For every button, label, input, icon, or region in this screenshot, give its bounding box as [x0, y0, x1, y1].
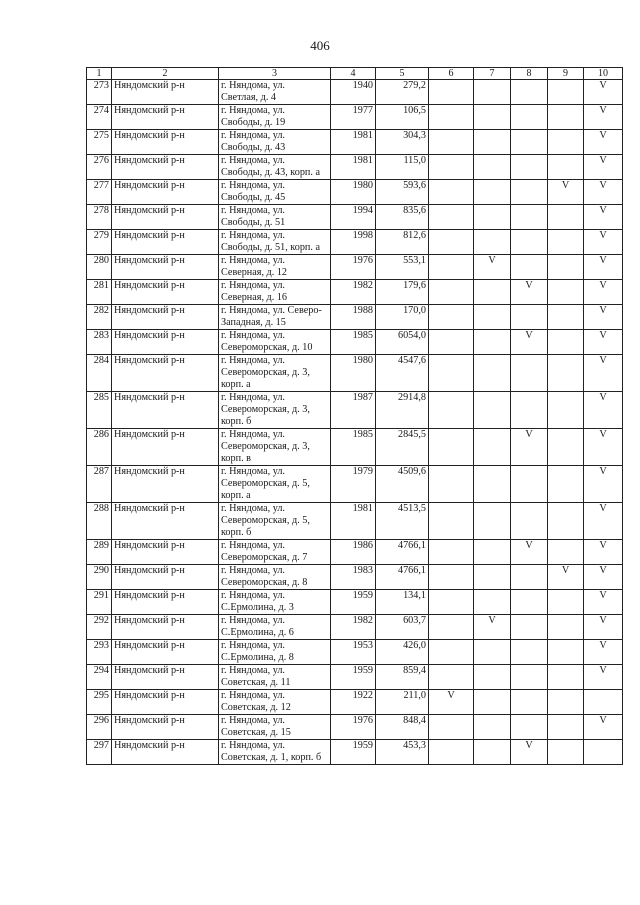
mark-col-9 — [548, 392, 584, 429]
mark-col-8 — [511, 565, 548, 590]
address-cell: г. Няндома, ул. Свободы, д. 43, корп. а — [219, 155, 331, 180]
address-cell: г. Няндома, ул. Советская, д. 11 — [219, 665, 331, 690]
area-cell: 4547,6 — [376, 355, 429, 392]
area-cell: 279,2 — [376, 80, 429, 105]
address-cell: г. Няндома, ул. Североморская, д. 3, корп. б — [219, 392, 331, 429]
mark-col-6 — [429, 715, 474, 740]
area-cell: 170,0 — [376, 305, 429, 330]
district-cell: Няндомский р-н — [112, 503, 219, 540]
mark-col-9 — [548, 105, 584, 130]
mark-col-8: V — [511, 280, 548, 305]
table-body — [87, 80, 623, 765]
address-cell: г. Няндома, ул. Североморская, д. 5, корп. б — [219, 503, 331, 540]
table-row — [87, 565, 623, 590]
district-cell: Няндомский р-н — [112, 130, 219, 155]
year-cell: 1976 — [331, 715, 376, 740]
area-cell: 134,1 — [376, 590, 429, 615]
mark-col-7 — [474, 640, 511, 665]
area-cell: 4766,1 — [376, 540, 429, 565]
year-cell: 1998 — [331, 230, 376, 255]
address-cell: г. Няндома, ул. С.Ермолина, д. 3 — [219, 590, 331, 615]
mark-col-6 — [429, 665, 474, 690]
year-cell: 1981 — [331, 130, 376, 155]
mark-col-10: V — [584, 540, 623, 565]
mark-col-10: V — [584, 429, 623, 466]
mark-col-7 — [474, 305, 511, 330]
mark-col-8: V — [511, 540, 548, 565]
mark-col-10: V — [584, 305, 623, 330]
district-cell: Няндомский р-н — [112, 280, 219, 305]
mark-col-10: V — [584, 155, 623, 180]
address-cell: г. Няндома, ул. Североморская, д. 3, корп. а — [219, 355, 331, 392]
year-cell: 1940 — [331, 80, 376, 105]
table-row — [87, 205, 623, 230]
mark-col-8 — [511, 640, 548, 665]
header-row — [87, 68, 623, 80]
table-row — [87, 590, 623, 615]
row-number: 281 — [87, 280, 112, 305]
mark-col-6 — [429, 155, 474, 180]
mark-col-9 — [548, 740, 584, 765]
row-number: 285 — [87, 392, 112, 429]
mark-col-8 — [511, 230, 548, 255]
mark-col-6 — [429, 740, 474, 765]
mark-col-7 — [474, 330, 511, 355]
area-cell: 859,4 — [376, 665, 429, 690]
mark-col-6 — [429, 255, 474, 280]
row-number: 292 — [87, 615, 112, 640]
mark-col-9 — [548, 429, 584, 466]
mark-col-10: V — [584, 130, 623, 155]
address-cell: г. Няндома, ул. Советская, д. 12 — [219, 690, 331, 715]
district-cell: Няндомский р-н — [112, 180, 219, 205]
mark-col-6 — [429, 280, 474, 305]
housing-registry-table — [86, 67, 623, 765]
year-cell: 1985 — [331, 429, 376, 466]
mark-col-10: V — [584, 180, 623, 205]
table-row — [87, 665, 623, 690]
year-cell: 1922 — [331, 690, 376, 715]
address-cell: г. Няндома, ул. Свободы, д. 19 — [219, 105, 331, 130]
area-cell: 4509,6 — [376, 466, 429, 503]
district-cell: Няндомский р-н — [112, 305, 219, 330]
mark-col-10: V — [584, 715, 623, 740]
mark-col-9 — [548, 280, 584, 305]
table-row — [87, 540, 623, 565]
district-cell: Няндомский р-н — [112, 255, 219, 280]
table-row — [87, 105, 623, 130]
area-cell: 179,6 — [376, 280, 429, 305]
mark-col-9 — [548, 330, 584, 355]
mark-col-7 — [474, 280, 511, 305]
row-number: 278 — [87, 205, 112, 230]
mark-col-8 — [511, 255, 548, 280]
col-header-area: 5 — [376, 68, 429, 80]
row-number: 294 — [87, 665, 112, 690]
table-row — [87, 305, 623, 330]
mark-col-6 — [429, 615, 474, 640]
mark-col-7 — [474, 466, 511, 503]
mark-col-8: V — [511, 740, 548, 765]
mark-col-10: V — [584, 280, 623, 305]
mark-col-6 — [429, 105, 474, 130]
address-cell: г. Няндома, ул. Свободы, д. 43 — [219, 130, 331, 155]
year-cell: 1959 — [331, 740, 376, 765]
mark-col-10: V — [584, 615, 623, 640]
mark-col-6 — [429, 540, 474, 565]
address-cell: г. Няндома, ул. С.Ермолина, д. 8 — [219, 640, 331, 665]
mark-col-10: V — [584, 565, 623, 590]
table-row — [87, 80, 623, 105]
year-cell: 1981 — [331, 155, 376, 180]
table-row — [87, 130, 623, 155]
row-number: 275 — [87, 130, 112, 155]
mark-col-7 — [474, 565, 511, 590]
mark-col-9 — [548, 230, 584, 255]
row-number: 279 — [87, 230, 112, 255]
mark-col-7 — [474, 105, 511, 130]
row-number: 291 — [87, 590, 112, 615]
mark-col-7 — [474, 355, 511, 392]
mark-col-6 — [429, 130, 474, 155]
mark-col-7: V — [474, 255, 511, 280]
table-row — [87, 280, 623, 305]
row-number: 277 — [87, 180, 112, 205]
mark-col-8 — [511, 155, 548, 180]
area-cell: 2845,5 — [376, 429, 429, 466]
district-cell: Няндомский р-н — [112, 665, 219, 690]
mark-col-6 — [429, 503, 474, 540]
col-header-year: 4 — [331, 68, 376, 80]
table-row — [87, 640, 623, 665]
year-cell: 1985 — [331, 330, 376, 355]
mark-col-9 — [548, 665, 584, 690]
mark-col-7 — [474, 740, 511, 765]
mark-col-10: V — [584, 255, 623, 280]
district-cell: Няндомский р-н — [112, 466, 219, 503]
year-cell: 1988 — [331, 305, 376, 330]
address-cell: г. Няндома, ул. Североморская, д. 8 — [219, 565, 331, 590]
address-cell: г. Няндома, ул. Северная, д. 16 — [219, 280, 331, 305]
area-cell: 4766,1 — [376, 565, 429, 590]
col-header-address: 3 — [219, 68, 331, 80]
table-row — [87, 740, 623, 765]
mark-col-9 — [548, 615, 584, 640]
mark-col-7 — [474, 503, 511, 540]
table-row — [87, 429, 623, 466]
address-cell: г. Няндома, ул. Свободы, д. 45 — [219, 180, 331, 205]
col-header-10: 10 — [584, 68, 623, 80]
mark-col-7 — [474, 715, 511, 740]
area-cell: 2914,8 — [376, 392, 429, 429]
mark-col-6 — [429, 80, 474, 105]
col-header-9: 9 — [548, 68, 584, 80]
mark-col-7 — [474, 205, 511, 230]
row-number: 282 — [87, 305, 112, 330]
mark-col-10: V — [584, 640, 623, 665]
mark-col-7 — [474, 230, 511, 255]
row-number: 273 — [87, 80, 112, 105]
row-number: 289 — [87, 540, 112, 565]
col-header-7: 7 — [474, 68, 511, 80]
col-header-district: 2 — [112, 68, 219, 80]
district-cell: Няндомский р-н — [112, 590, 219, 615]
address-cell: г. Няндома, ул. Северная, д. 12 — [219, 255, 331, 280]
mark-col-6 — [429, 429, 474, 466]
area-cell: 453,3 — [376, 740, 429, 765]
year-cell: 1980 — [331, 180, 376, 205]
row-number: 283 — [87, 330, 112, 355]
district-cell: Няндомский р-н — [112, 690, 219, 715]
year-cell: 1976 — [331, 255, 376, 280]
mark-col-10: V — [584, 392, 623, 429]
row-number: 274 — [87, 105, 112, 130]
address-cell: г. Няндома, ул. Североморская, д. 5, корп. а — [219, 466, 331, 503]
mark-col-8 — [511, 503, 548, 540]
mark-col-9 — [548, 466, 584, 503]
year-cell: 1986 — [331, 540, 376, 565]
area-cell: 593,6 — [376, 180, 429, 205]
mark-col-6 — [429, 205, 474, 230]
row-number: 290 — [87, 565, 112, 590]
mark-col-6 — [429, 392, 474, 429]
mark-col-9 — [548, 155, 584, 180]
address-cell: г. Няндома, ул. Североморская, д. 7 — [219, 540, 331, 565]
district-cell: Няндомский р-н — [112, 565, 219, 590]
table-row — [87, 330, 623, 355]
area-cell: 6054,0 — [376, 330, 429, 355]
mark-col-8: V — [511, 429, 548, 466]
mark-col-10: V — [584, 80, 623, 105]
mark-col-6: V — [429, 690, 474, 715]
mark-col-8 — [511, 615, 548, 640]
mark-col-8 — [511, 392, 548, 429]
table-row — [87, 392, 623, 429]
col-header-number: 1 — [87, 68, 112, 80]
mark-col-8 — [511, 205, 548, 230]
area-cell: 4513,5 — [376, 503, 429, 540]
mark-col-10 — [584, 740, 623, 765]
mark-col-6 — [429, 230, 474, 255]
district-cell: Няндомский р-н — [112, 615, 219, 640]
mark-col-7 — [474, 130, 511, 155]
row-number: 287 — [87, 466, 112, 503]
mark-col-8 — [511, 690, 548, 715]
mark-col-7 — [474, 690, 511, 715]
mark-col-9 — [548, 590, 584, 615]
mark-col-7: V — [474, 615, 511, 640]
district-cell: Няндомский р-н — [112, 155, 219, 180]
table-row — [87, 180, 623, 205]
mark-col-7 — [474, 429, 511, 466]
year-cell: 1981 — [331, 503, 376, 540]
mark-col-9 — [548, 130, 584, 155]
mark-col-7 — [474, 155, 511, 180]
district-cell: Няндомский р-н — [112, 330, 219, 355]
mark-col-6 — [429, 590, 474, 615]
year-cell: 1994 — [331, 205, 376, 230]
mark-col-6 — [429, 565, 474, 590]
mark-col-6 — [429, 355, 474, 392]
year-cell: 1983 — [331, 565, 376, 590]
district-cell: Няндомский р-н — [112, 392, 219, 429]
table-row — [87, 466, 623, 503]
table-row — [87, 503, 623, 540]
area-cell: 211,0 — [376, 690, 429, 715]
mark-col-9 — [548, 503, 584, 540]
address-cell: г. Няндома, ул. Североморская, д. 10 — [219, 330, 331, 355]
mark-col-8 — [511, 590, 548, 615]
area-cell: 848,4 — [376, 715, 429, 740]
mark-col-8 — [511, 715, 548, 740]
table-row — [87, 355, 623, 392]
address-cell: г. Няндома, ул. Свободы, д. 51 — [219, 205, 331, 230]
address-cell: г. Няндома, ул. Советская, д. 15 — [219, 715, 331, 740]
col-header-8: 8 — [511, 68, 548, 80]
year-cell: 1982 — [331, 280, 376, 305]
mark-col-7 — [474, 590, 511, 615]
mark-col-10: V — [584, 105, 623, 130]
district-cell: Няндомский р-н — [112, 230, 219, 255]
mark-col-7 — [474, 80, 511, 105]
mark-col-8 — [511, 180, 548, 205]
year-cell: 1959 — [331, 590, 376, 615]
mark-col-10 — [584, 690, 623, 715]
mark-col-10: V — [584, 503, 623, 540]
area-cell: 426,0 — [376, 640, 429, 665]
table-row — [87, 615, 623, 640]
mark-col-9 — [548, 205, 584, 230]
mark-col-6 — [429, 330, 474, 355]
area-cell: 304,3 — [376, 130, 429, 155]
mark-col-6 — [429, 305, 474, 330]
mark-col-9: V — [548, 180, 584, 205]
row-number: 297 — [87, 740, 112, 765]
row-number: 286 — [87, 429, 112, 466]
district-cell: Няндомский р-н — [112, 355, 219, 392]
mark-col-9 — [548, 715, 584, 740]
table-row — [87, 230, 623, 255]
address-cell: г. Няндома, ул. С.Ермолина, д. 6 — [219, 615, 331, 640]
mark-col-10: V — [584, 230, 623, 255]
mark-col-8: V — [511, 330, 548, 355]
row-number: 296 — [87, 715, 112, 740]
mark-col-8 — [511, 130, 548, 155]
row-number: 293 — [87, 640, 112, 665]
district-cell: Няндомский р-н — [112, 640, 219, 665]
mark-col-9 — [548, 255, 584, 280]
mark-col-8 — [511, 466, 548, 503]
table-row — [87, 155, 623, 180]
year-cell: 1980 — [331, 355, 376, 392]
mark-col-8 — [511, 305, 548, 330]
area-cell: 115,0 — [376, 155, 429, 180]
year-cell: 1982 — [331, 615, 376, 640]
col-header-6: 6 — [429, 68, 474, 80]
mark-col-9 — [548, 640, 584, 665]
year-cell: 1979 — [331, 466, 376, 503]
mark-col-7 — [474, 540, 511, 565]
area-cell: 106,5 — [376, 105, 429, 130]
area-cell: 553,1 — [376, 255, 429, 280]
address-cell: г. Няндома, ул. Светлая, д. 4 — [219, 80, 331, 105]
year-cell: 1953 — [331, 640, 376, 665]
district-cell: Няндомский р-н — [112, 105, 219, 130]
row-number: 295 — [87, 690, 112, 715]
mark-col-8 — [511, 80, 548, 105]
area-cell: 835,6 — [376, 205, 429, 230]
year-cell: 1977 — [331, 105, 376, 130]
district-cell: Няндомский р-н — [112, 80, 219, 105]
mark-col-10: V — [584, 590, 623, 615]
district-cell: Няндомский р-н — [112, 429, 219, 466]
year-cell: 1987 — [331, 392, 376, 429]
page-number: 406 — [310, 38, 330, 53]
mark-col-8 — [511, 665, 548, 690]
row-number: 276 — [87, 155, 112, 180]
address-cell: г. Няндома, ул. Свободы, д. 51, корп. а — [219, 230, 331, 255]
area-cell: 603,7 — [376, 615, 429, 640]
mark-col-6 — [429, 466, 474, 503]
mark-col-7 — [474, 392, 511, 429]
year-cell: 1959 — [331, 665, 376, 690]
table-row — [87, 255, 623, 280]
row-number: 284 — [87, 355, 112, 392]
mark-col-9 — [548, 690, 584, 715]
address-cell: г. Няндома, ул. Северо- Западная, д. 15 — [219, 305, 331, 330]
mark-col-10: V — [584, 466, 623, 503]
mark-col-9 — [548, 305, 584, 330]
mark-col-7 — [474, 665, 511, 690]
district-cell: Няндомский р-н — [112, 540, 219, 565]
mark-col-10: V — [584, 205, 623, 230]
address-cell: г. Няндома, ул. Советская, д. 1, корп. б — [219, 740, 331, 765]
area-cell: 812,6 — [376, 230, 429, 255]
district-cell: Няндомский р-н — [112, 205, 219, 230]
mark-col-9 — [548, 80, 584, 105]
table-row — [87, 690, 623, 715]
row-number: 280 — [87, 255, 112, 280]
mark-col-8 — [511, 105, 548, 130]
mark-col-9 — [548, 355, 584, 392]
district-cell: Няндомский р-н — [112, 715, 219, 740]
mark-col-10: V — [584, 330, 623, 355]
mark-col-8 — [511, 355, 548, 392]
district-cell: Няндомский р-н — [112, 740, 219, 765]
mark-col-6 — [429, 180, 474, 205]
mark-col-9: V — [548, 565, 584, 590]
table-row — [87, 715, 623, 740]
mark-col-7 — [474, 180, 511, 205]
mark-col-6 — [429, 640, 474, 665]
row-number: 288 — [87, 503, 112, 540]
mark-col-10: V — [584, 665, 623, 690]
mark-col-9 — [548, 540, 584, 565]
address-cell: г. Няндома, ул. Североморская, д. 3, корп. в — [219, 429, 331, 466]
mark-col-10: V — [584, 355, 623, 392]
